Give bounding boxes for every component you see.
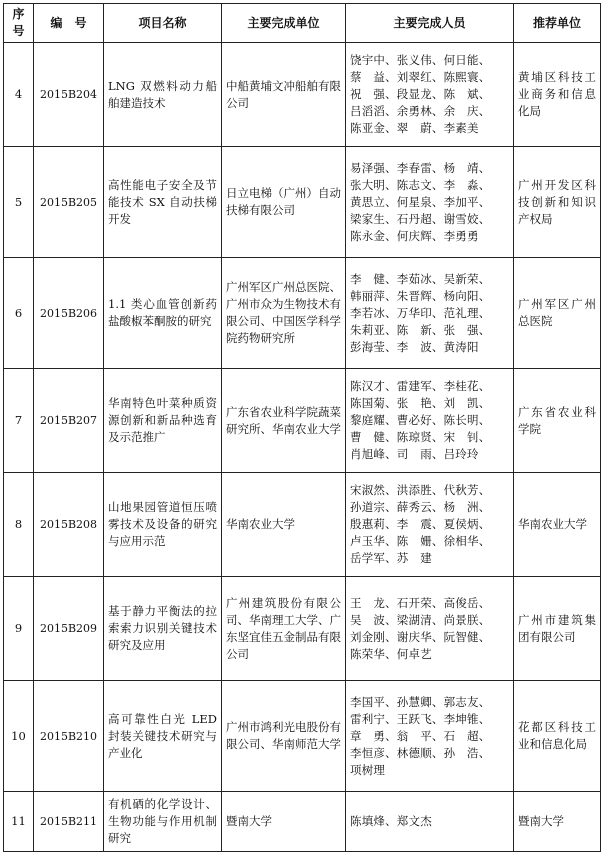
people-line: 祝 强、段显龙、陈 斌、 [350,87,491,101]
people-line: 陈亚金、翠 蔚、李素美 [350,121,479,135]
table-row [4,473,601,577]
row-unit: 广东省农业科学院蔬菜研究所、华南农业大学 [222,369,346,473]
people-line: 项树理 [350,762,386,777]
row-unit: 华南农业大学 [222,473,346,577]
people-line: 李 健、李茹冰、吴新荣、 [350,271,491,286]
row-recommender: 黄埔区科技工业商务和信息化局 [514,43,601,147]
row-project-name: 高性能电子安全及节能技术 SX 自动扶梯开发 [104,147,222,258]
row-recommender: 华南农业大学 [514,473,601,577]
row-project-name: 基于静力平衡法的拉索索力识别关键技术研究及应用 [104,577,222,681]
row-project-name: 华南特色叶菜种质资源创新和新品种选育及示范推广 [104,369,222,473]
row-recommender: 广州市建筑集团有限公司 [514,577,601,681]
row-recommender: 广州开发区科技创新和知识产权局 [514,147,601,258]
people-line: 雷利宁、王跃飞、李坤锥、 [350,711,491,726]
header-seq: 序号 [4,4,34,43]
row-code: 2015B210 [34,681,104,792]
people-line: 肖旭峰、司 雨、吕玲玲 [350,447,479,461]
row-people [346,43,514,147]
people-line: 蔡 益、刘翠红、陈熙寰、 [350,70,491,84]
row-project-name: LNG 双燃料动力船舶建造技术 [104,43,222,147]
row-unit: 广州军区广州总医院、广州市众为生物技术有限公司、中国医学科学院药物研究所 [222,258,346,369]
header-row [4,4,601,43]
row-people [346,473,514,577]
awards-table [3,3,601,852]
row-seq: 6 [4,258,34,369]
people-line: 李若冰、万华印、范礼理、 [350,305,491,320]
people-line: 陈国菊、张 艳、刘 凯、 [350,396,491,410]
row-unit: 广州市鸿利光电股份有限公司、华南师范大学 [222,681,346,792]
people-line: 李国平、孙慧卿、郭志友、 [350,694,491,709]
header-project: 项目名称 [104,4,222,43]
table-row [4,577,601,681]
row-code: 2015B209 [34,577,104,681]
row-seq: 4 [4,43,34,147]
people-line: 朱莉亚、陈 新、张 强、 [350,322,491,337]
row-code: 2015B208 [34,473,104,577]
people-line: 章 勇、翁 平、石 超、 [350,728,491,743]
table-row [4,681,601,792]
people-line: 陈永金、何庆辉、李勇勇 [350,228,479,243]
row-code: 2015B204 [34,43,104,147]
row-recommender: 花都区科技工业和信息化局 [514,681,601,792]
row-seq: 7 [4,369,34,473]
row-code: 2015B205 [34,147,104,258]
people-line: 黎庭耀、曹必好、陈长明、 [350,413,491,427]
row-code: 2015B206 [34,258,104,369]
header-recommender: 推荐单位 [514,4,601,43]
header-unit: 主要完成单位 [222,4,346,43]
people-line: 李恒彦、林德顺、孙 浩、 [350,745,491,760]
people-line: 卢玉华、陈 姗、徐相华、 [350,534,491,548]
row-people [346,258,514,369]
row-people [346,681,514,792]
row-seq: 10 [4,681,34,792]
people-line: 曹 健、陈琼贤、宋 钊、 [350,430,491,444]
header-code: 编 号 [34,4,104,43]
row-recommender: 广州军区广州总医院 [514,258,601,369]
people-line: 梁家生、石丹超、谢雪姣、 [350,211,491,226]
people-line: 陈汉才、雷建军、李桂花、 [350,379,491,393]
people-line: 陈荣华、何卓艺 [350,646,432,661]
row-unit: 广州建筑股份有限公司、华南理工大学、广东坚宜佳五金制品有限公司 [222,577,346,681]
table-header [4,4,601,43]
row-project-name: 1.1 类心血管创新药盐酸椒苯酮胺的研究 [104,258,222,369]
row-people [346,792,514,852]
row-code: 2015B211 [34,792,104,852]
table-row [4,43,601,147]
people-line: 饶宇中、张义伟、何日能、 [350,53,491,67]
people-line: 韩丽萍、朱晋辉、杨向阳、 [350,288,491,303]
row-people [346,369,514,473]
people-line: 刘金刚、谢庆华、阮智健、 [350,629,491,644]
people-line: 殷惠莉、李 震、夏侯炳、 [350,517,491,531]
table-body [4,43,601,852]
row-unit: 中船黄埔文冲船舶有限公司 [222,43,346,147]
people-line: 岳学军、苏 建 [350,551,432,565]
people-line: 王 龙、石开荣、高俊岳、 [350,595,491,610]
people-line: 张大明、陈志文、李 淼、 [350,177,491,192]
row-unit: 日立电梯（广州）自动扶梯有限公司 [222,147,346,258]
people-line: 黄思立、何星泉、李加平、 [350,194,491,209]
row-seq: 9 [4,577,34,681]
row-seq: 5 [4,147,34,258]
row-recommender: 暨南大学 [514,792,601,852]
row-project-name: 高可靠性白光 LED 封装关键技术研究与产业化 [104,681,222,792]
row-people [346,147,514,258]
header-people: 主要完成人员 [346,4,514,43]
row-seq: 11 [4,792,34,852]
people-line: 宋淑然、洪添胜、代秋芳、 [350,483,491,497]
row-project-name: 山地果园管道恒压喷雾技术及设备的研究与应用示范 [104,473,222,577]
people-line: 吕滔滔、余勇林、余 庆、 [350,104,491,118]
row-code: 2015B207 [34,369,104,473]
row-unit: 暨南大学 [222,792,346,852]
table-row [4,147,601,258]
people-line: 吴 波、梁湖清、尚景朕、 [350,612,491,627]
table-row [4,369,601,473]
row-people [346,577,514,681]
row-project-name: 有机硒的化学设计、生物功能与作用机制研究 [104,792,222,852]
people-line: 陈填烽、郑文杰 [350,814,432,828]
people-line: 易泽强、李春雷、杨 靖、 [350,160,491,175]
row-recommender: 广东省农业科学院 [514,369,601,473]
row-seq: 8 [4,473,34,577]
people-line: 孙道宗、薛秀云、杨 洲、 [350,500,491,514]
table-row [4,258,601,369]
table-row [4,792,601,852]
people-line: 彭海莹、李 波、黄涛阳 [350,339,479,354]
